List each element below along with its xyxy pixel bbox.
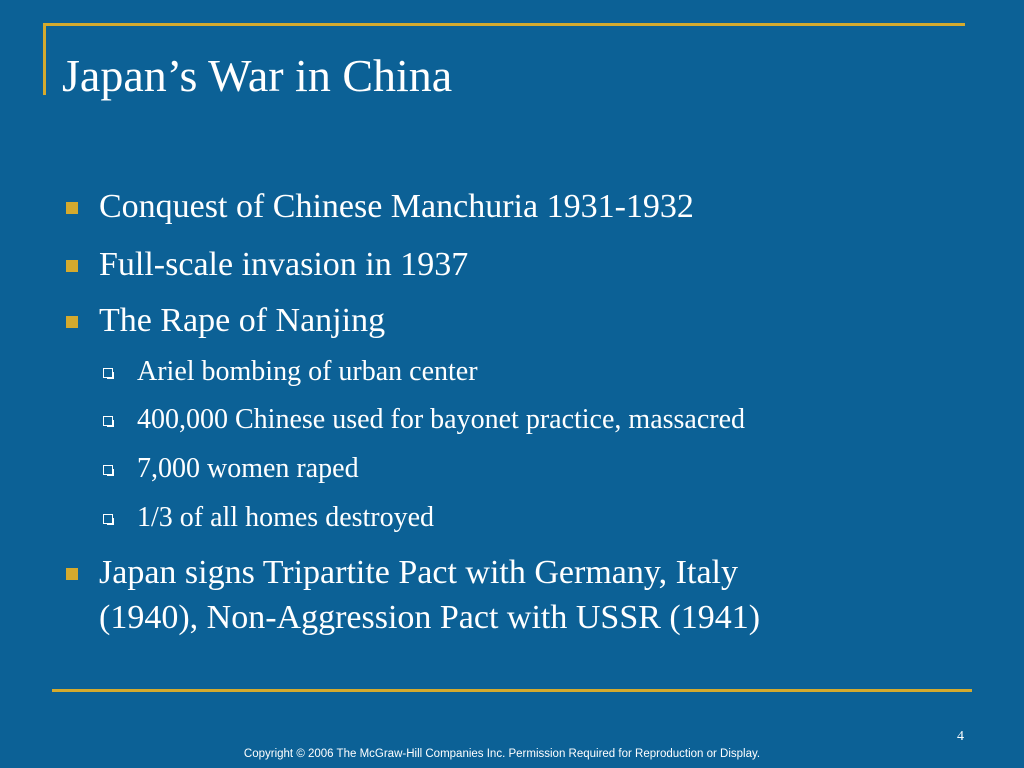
sub-bullet-text: 400,000 Chinese used for bayonet practice, massacred xyxy=(137,404,746,435)
bullet-text: Full-scale invasion in 1937 xyxy=(99,246,469,283)
sub-bullet-text: 1/3 of all homes destroyed xyxy=(137,502,435,533)
square-bullet-icon xyxy=(66,568,78,580)
copyright-notice: Copyright © 2006 The McGraw-Hill Companies Inc. Permission Required for Reproduction or Display. xyxy=(243,748,761,760)
footer-rule xyxy=(52,689,972,692)
hollow-square-bullet-icon xyxy=(103,416,113,426)
square-bullet-icon xyxy=(66,202,78,214)
hollow-square-bullet-icon xyxy=(103,368,113,378)
hollow-square-bullet-icon xyxy=(103,465,113,475)
bullet-text: The Rape of Nanjing xyxy=(99,302,386,339)
sub-bullet-text: Ariel bombing of urban center xyxy=(137,356,478,387)
square-bullet-icon xyxy=(66,260,78,272)
hollow-square-bullet-icon xyxy=(103,514,113,524)
square-bullet-icon xyxy=(66,316,78,328)
bullet-text: Conquest of Chinese Manchuria 1931-1932 xyxy=(99,188,694,225)
sub-bullet-text: 7,000 women raped xyxy=(137,453,359,484)
bullet-text: (1940), Non-Aggression Pact with USSR (1941) xyxy=(99,599,761,636)
bullet-text: Japan signs Tripartite Pact with Germany, Italy xyxy=(99,554,738,591)
page-number: 4 xyxy=(957,729,964,744)
slide-title: Japan’s War in China xyxy=(62,50,453,101)
